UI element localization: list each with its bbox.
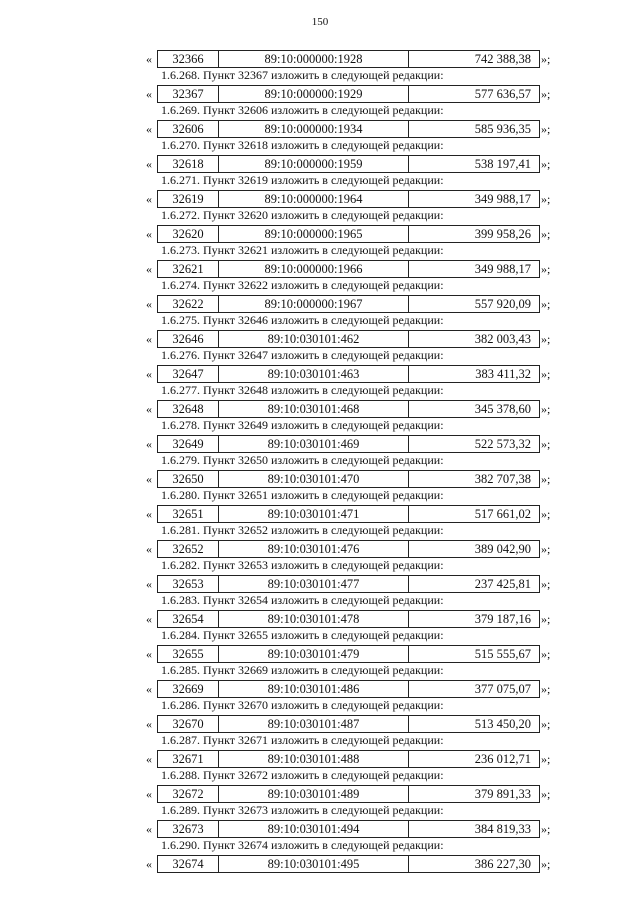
- closing-quote: »;: [541, 157, 551, 171]
- amendment-block: [0, 505, 640, 540]
- closing-quote: »;: [541, 647, 551, 661]
- cadastral-value: 345 378,60: [474, 402, 531, 416]
- amendment-block: [0, 400, 640, 435]
- amendment-instruction: 1.6.272. Пункт 32620 изложить в следующей редакции:: [161, 208, 444, 222]
- record-row: [0, 225, 640, 243]
- opening-quote: «: [146, 52, 152, 66]
- item-number: 32674: [158, 856, 219, 872]
- closing-quote: »;: [541, 192, 551, 206]
- opening-quote: «: [146, 647, 152, 661]
- amendment-instruction: 1.6.278. Пункт 32649 изложить в следующей редакции:: [161, 418, 444, 432]
- closing-quote: »;: [541, 507, 551, 521]
- cadastral-number: 89:10:030101:494: [219, 821, 409, 837]
- record-row: [0, 295, 640, 313]
- opening-quote: «: [146, 787, 152, 801]
- closing-quote: »;: [541, 822, 551, 836]
- cadastral-value: 237 425,81: [474, 577, 531, 591]
- amendment-instruction: 1.6.289. Пункт 32673 изложить в следующей редакции:: [161, 803, 444, 817]
- item-number: 32618: [158, 156, 219, 172]
- cadastral-value: 585 936,35: [474, 122, 531, 136]
- amendment-block: [0, 435, 640, 470]
- item-number: 32671: [158, 751, 219, 767]
- amendment-instruction: 1.6.288. Пункт 32672 изложить в следующей редакции:: [161, 768, 444, 782]
- record-table: [157, 610, 540, 628]
- closing-quote: »;: [541, 787, 551, 801]
- cadastral-number: 89:10:030101:471: [219, 506, 409, 522]
- closing-quote: »;: [541, 262, 551, 276]
- amendment-instruction: 1.6.286. Пункт 32670 изложить в следующей редакции:: [161, 698, 444, 712]
- record-row: [0, 155, 640, 173]
- record-row: [0, 470, 640, 488]
- cadastral-number: 89:10:000000:1929: [219, 86, 409, 102]
- item-number: 32366: [158, 51, 219, 67]
- record-row: [0, 190, 640, 208]
- amendment-instruction: 1.6.280. Пункт 32651 изложить в следующей редакции:: [161, 488, 444, 502]
- record-table: [157, 715, 540, 733]
- item-number: 32652: [158, 541, 219, 557]
- item-number: 32673: [158, 821, 219, 837]
- record-table: [157, 85, 540, 103]
- cadastral-value: 236 012,71: [474, 752, 531, 766]
- amendment-instruction: 1.6.275. Пункт 32646 изложить в следующей редакции:: [161, 313, 444, 327]
- cadastral-number: 89:10:000000:1966: [219, 261, 409, 277]
- cadastral-number: 89:10:030101:487: [219, 716, 409, 732]
- closing-quote: »;: [541, 472, 551, 486]
- closing-quote: »;: [541, 367, 551, 381]
- item-number: 32650: [158, 471, 219, 487]
- cadastral-number: 89:10:030101:477: [219, 576, 409, 592]
- item-number: 32619: [158, 191, 219, 207]
- opening-quote: «: [146, 402, 152, 416]
- opening-quote: «: [146, 542, 152, 556]
- opening-quote: «: [146, 87, 152, 101]
- opening-quote: «: [146, 717, 152, 731]
- amendment-block: [0, 645, 640, 680]
- amendment-block: [0, 855, 640, 890]
- item-number: 32606: [158, 121, 219, 137]
- amendment-block: [0, 610, 640, 645]
- amendment-instruction: 1.6.273. Пункт 32621 изложить в следующей редакции:: [161, 243, 444, 257]
- amendment-instruction: 1.6.271. Пункт 32619 изложить в следующей редакции:: [161, 173, 444, 187]
- cadastral-value: 742 388,38: [474, 52, 531, 66]
- item-number: 32672: [158, 786, 219, 802]
- opening-quote: «: [146, 507, 152, 521]
- item-number: 32621: [158, 261, 219, 277]
- cadastral-number: 89:10:030101:486: [219, 681, 409, 697]
- amendment-block: [0, 540, 640, 575]
- closing-quote: »;: [541, 52, 551, 66]
- opening-quote: «: [146, 682, 152, 696]
- closing-quote: »;: [541, 402, 551, 416]
- record-table: [157, 470, 540, 488]
- record-row: [0, 750, 640, 768]
- amendment-block: [0, 295, 640, 330]
- amendment-instruction: 1.6.281. Пункт 32652 изложить в следующей редакции:: [161, 523, 444, 537]
- closing-quote: »;: [541, 437, 551, 451]
- amendment-block: [0, 470, 640, 505]
- opening-quote: «: [146, 262, 152, 276]
- cadastral-number: 89:10:030101:463: [219, 366, 409, 382]
- amendment-instruction: 1.6.270. Пункт 32618 изложить в следующей редакции:: [161, 138, 444, 152]
- opening-quote: «: [146, 612, 152, 626]
- opening-quote: «: [146, 332, 152, 346]
- record-row: [0, 645, 640, 663]
- record-row: [0, 715, 640, 733]
- amendment-block: [0, 575, 640, 610]
- record-table: [157, 155, 540, 173]
- cadastral-value: 379 891,33: [474, 787, 531, 801]
- opening-quote: «: [146, 297, 152, 311]
- closing-quote: »;: [541, 332, 551, 346]
- opening-quote: «: [146, 122, 152, 136]
- cadastral-number: 89:10:030101:478: [219, 611, 409, 627]
- amendment-block: [0, 190, 640, 225]
- cadastral-value: 517 661,02: [474, 507, 531, 521]
- cadastral-number: 89:10:030101:468: [219, 401, 409, 417]
- record-row: [0, 400, 640, 418]
- amendment-block: [0, 120, 640, 155]
- cadastral-value: 382 707,38: [474, 472, 531, 486]
- record-row: [0, 260, 640, 278]
- record-table: [157, 575, 540, 593]
- cadastral-value: 513 450,20: [474, 717, 531, 731]
- opening-quote: «: [146, 367, 152, 381]
- item-number: 32649: [158, 436, 219, 452]
- cadastral-number: 89:10:030101:495: [219, 856, 409, 872]
- cadastral-number: 89:10:000000:1965: [219, 226, 409, 242]
- cadastral-value: 522 573,32: [474, 437, 531, 451]
- item-number: 32647: [158, 366, 219, 382]
- amendment-instruction: 1.6.268. Пункт 32367 изложить в следующей редакции:: [161, 68, 444, 82]
- cadastral-number: 89:10:000000:1934: [219, 121, 409, 137]
- cadastral-number: 89:10:000000:1964: [219, 191, 409, 207]
- record-row: [0, 50, 640, 68]
- record-table: [157, 855, 540, 873]
- opening-quote: «: [146, 472, 152, 486]
- amendment-instruction: 1.6.285. Пункт 32669 изложить в следующей редакции:: [161, 663, 444, 677]
- cadastral-value: 399 958,26: [474, 227, 531, 241]
- closing-quote: »;: [541, 227, 551, 241]
- record-row: [0, 785, 640, 803]
- record-table: [157, 785, 540, 803]
- closing-quote: »;: [541, 297, 551, 311]
- cadastral-value: 557 920,09: [474, 297, 531, 311]
- cadastral-value: 538 197,41: [474, 157, 531, 171]
- closing-quote: »;: [541, 752, 551, 766]
- item-number: 32622: [158, 296, 219, 312]
- closing-quote: »;: [541, 122, 551, 136]
- closing-quote: »;: [541, 87, 551, 101]
- record-row: [0, 820, 640, 838]
- item-number: 32648: [158, 401, 219, 417]
- amendment-block: [0, 680, 640, 715]
- amendment-block: [0, 330, 640, 365]
- record-table: [157, 435, 540, 453]
- amendment-block: [0, 715, 640, 750]
- amendment-instruction: 1.6.287. Пункт 32671 изложить в следующей редакции:: [161, 733, 444, 747]
- cadastral-number: 89:10:030101:476: [219, 541, 409, 557]
- opening-quote: «: [146, 227, 152, 241]
- record-table: [157, 400, 540, 418]
- item-number: 32653: [158, 576, 219, 592]
- amendment-instruction: 1.6.282. Пункт 32653 изложить в следующей редакции:: [161, 558, 444, 572]
- record-row: [0, 610, 640, 628]
- cadastral-number: 89:10:030101:470: [219, 471, 409, 487]
- amendment-block: [0, 365, 640, 400]
- record-table: [157, 645, 540, 663]
- cadastral-number: 89:10:000000:1967: [219, 296, 409, 312]
- amendment-block: [0, 85, 640, 120]
- item-number: 32655: [158, 646, 219, 662]
- record-table: [157, 190, 540, 208]
- document-body: [0, 50, 640, 890]
- record-row: [0, 680, 640, 698]
- amendment-block: [0, 50, 640, 85]
- cadastral-value: 349 988,17: [474, 192, 531, 206]
- record-table: [157, 225, 540, 243]
- item-number: 32367: [158, 86, 219, 102]
- page-number: 150: [311, 16, 329, 28]
- item-number: 32646: [158, 331, 219, 347]
- record-row: [0, 540, 640, 558]
- record-table: [157, 120, 540, 138]
- record-row: [0, 855, 640, 873]
- record-table: [157, 750, 540, 768]
- closing-quote: »;: [541, 612, 551, 626]
- record-table: [157, 295, 540, 313]
- amendment-block: [0, 260, 640, 295]
- opening-quote: «: [146, 577, 152, 591]
- amendment-block: [0, 820, 640, 855]
- record-row: [0, 365, 640, 383]
- cadastral-value: 577 636,57: [474, 87, 531, 101]
- cadastral-value: 515 555,67: [474, 647, 531, 661]
- record-row: [0, 505, 640, 523]
- closing-quote: »;: [541, 682, 551, 696]
- record-table: [157, 505, 540, 523]
- record-table: [157, 365, 540, 383]
- opening-quote: «: [146, 857, 152, 871]
- record-table: [157, 820, 540, 838]
- amendment-instruction: 1.6.290. Пункт 32674 изложить в следующей редакции:: [161, 838, 444, 852]
- opening-quote: «: [146, 752, 152, 766]
- closing-quote: »;: [541, 542, 551, 556]
- record-table: [157, 680, 540, 698]
- record-row: [0, 120, 640, 138]
- item-number: 32670: [158, 716, 219, 732]
- cadastral-value: 349 988,17: [474, 262, 531, 276]
- record-table: [157, 540, 540, 558]
- record-row: [0, 575, 640, 593]
- amendment-instruction: 1.6.277. Пункт 32648 изложить в следующей редакции:: [161, 383, 444, 397]
- opening-quote: «: [146, 157, 152, 171]
- amendment-block: [0, 225, 640, 260]
- cadastral-value: 386 227,30: [474, 857, 531, 871]
- opening-quote: «: [146, 822, 152, 836]
- item-number: 32651: [158, 506, 219, 522]
- amendment-instruction: 1.6.274. Пункт 32622 изложить в следующей редакции:: [161, 278, 444, 292]
- cadastral-number: 89:10:030101:462: [219, 331, 409, 347]
- closing-quote: »;: [541, 577, 551, 591]
- amendment-block: [0, 155, 640, 190]
- cadastral-number: 89:10:030101:469: [219, 436, 409, 452]
- cadastral-number: 89:10:030101:489: [219, 786, 409, 802]
- record-table: [157, 330, 540, 348]
- cadastral-value: 377 075,07: [474, 682, 531, 696]
- closing-quote: »;: [541, 857, 551, 871]
- amendment-instruction: 1.6.276. Пункт 32647 изложить в следующей редакции:: [161, 348, 444, 362]
- cadastral-value: 384 819,33: [474, 822, 531, 836]
- opening-quote: «: [146, 437, 152, 451]
- item-number: 32669: [158, 681, 219, 697]
- amendment-instruction: 1.6.269. Пункт 32606 изложить в следующей редакции:: [161, 103, 444, 117]
- cadastral-value: 382 003,43: [474, 332, 531, 346]
- closing-quote: »;: [541, 717, 551, 731]
- amendment-block: [0, 750, 640, 785]
- item-number: 32620: [158, 226, 219, 242]
- cadastral-value: 379 187,16: [474, 612, 531, 626]
- amendment-instruction: 1.6.279. Пункт 32650 изложить в следующей редакции:: [161, 453, 444, 467]
- amendment-instruction: 1.6.283. Пункт 32654 изложить в следующей редакции:: [161, 593, 444, 607]
- cadastral-number: 89:10:030101:488: [219, 751, 409, 767]
- cadastral-number: 89:10:000000:1928: [219, 51, 409, 67]
- cadastral-number: 89:10:000000:1959: [219, 156, 409, 172]
- cadastral-value: 383 411,32: [475, 367, 531, 381]
- amendment-block: [0, 785, 640, 820]
- item-number: 32654: [158, 611, 219, 627]
- record-table: [157, 260, 540, 278]
- amendment-instruction: 1.6.284. Пункт 32655 изложить в следующей редакции:: [161, 628, 444, 642]
- record-table: [157, 50, 540, 68]
- cadastral-value: 389 042,90: [474, 542, 531, 556]
- record-row: [0, 330, 640, 348]
- record-row: [0, 85, 640, 103]
- cadastral-number: 89:10:030101:479: [219, 646, 409, 662]
- opening-quote: «: [146, 192, 152, 206]
- record-row: [0, 435, 640, 453]
